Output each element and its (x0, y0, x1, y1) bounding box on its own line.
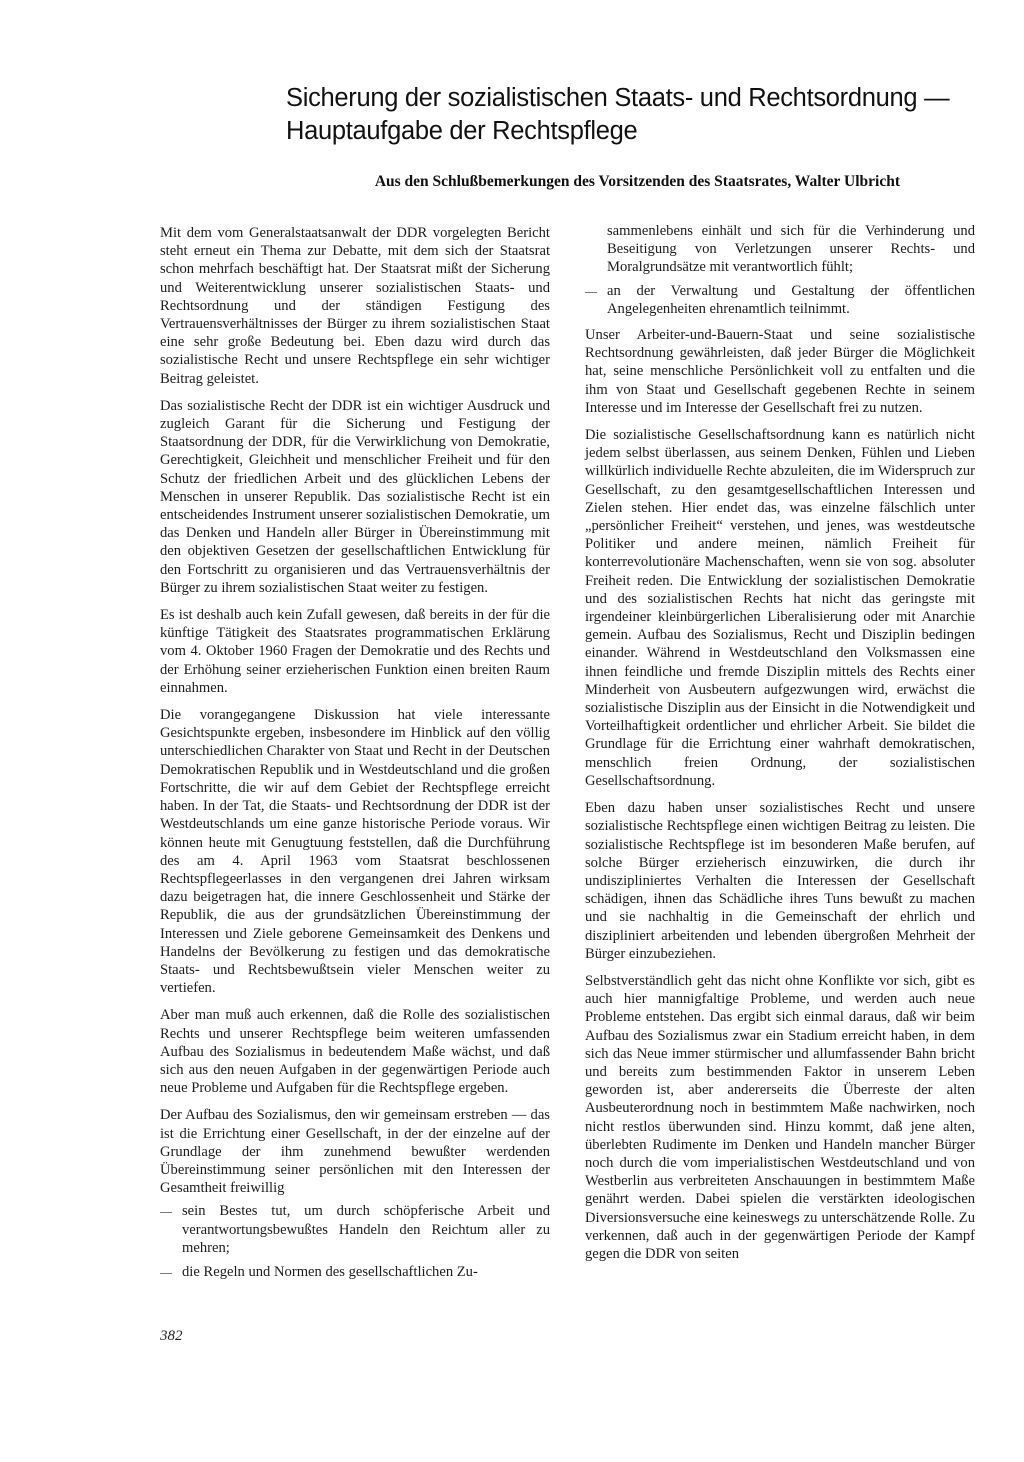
paragraph: Das sozialistische Recht der DDR ist ein wichtiger Ausdruck und zugleich Garant für die Sicherung und Festigung der Staatsordnung der DDR, für die Verwirklichung von Demokratie, Gerechtigkeit, Gleichheit und menschlicher Freiheit und für den Schutz der friedlichen Arbeit und des glücklichen Lebens der Menschen in unserer Republik. Das sozialistische Recht ist ein entscheidendes Instrument unserer sozialistischen Demokratie, um das Denken und Handeln aller Bürger in Übereinstimmung mit den objektiven Gesetzen der gesellschaftlichen Entwicklung für den Fortschritt zu organisieren und das Vertrauensverhältnis der Bürger zu ihrem sozialistischen Staat weiter zu festigen. (160, 397, 550, 596)
dash-list (585, 282, 975, 318)
paragraph: Der Aufbau des Sozialismus, den wir gemeinsam erstreben — das ist die Errichtung einer Gesellschaft, in der der einzelne auf der Grundlage der ihm zunehmend bewußter werdenden Übereinstimmung seiner persönlichen mit den Interessen der Gesamtheit freiwillig (160, 1107, 550, 1197)
article-title (286, 82, 950, 148)
page-number: 382 (160, 1328, 183, 1344)
article-title-line-2: Hauptaufgabe der Rechtspflege (286, 117, 638, 145)
article-subtitle: Aus den Schlußbemerkungen des Vorsitzenden des Staatsrates, Walter Ulbricht (374, 173, 900, 190)
paragraph: Die sozialistische Gesellschaftsordnung kann es natürlich nicht jedem selbst überlassen, aus seinem Denken, Fühlen und Lieben willkürlich individuelle Rechte abzuleiten, die im Widerspruch zur Gesellschaft, zu den gesamtgesellschaftlichen Interessen und Zielen stehen. Hier endet das, was einzelne fälschlich unter „persönlicher Freiheit“ verstehen, und jenes, was westdeutsche Politiker und andere meinen, nämlich Freiheit für konterrevolutionäre Machenschaften, wenn sie von sog. absoluter Freiheit reden. Die Entwicklung der sozialistischen Demokratie und des sozialistischen Rechts hat nicht das geringste mit irgendeiner kleinbürgerlichen Liberalisierung oder mit Anarchie gemein. Aufbau des Sozialismus, Recht und Disziplin bedingen einander. Während in Westdeutschland den Volksmassen eine ihnen feindliche und fremde Disziplin mittels des Rechts einer Minderheit von Ausbeutern aufgezwungen wird, erwächst die sozialistische Disziplin aus der Einsicht in die Notwendigkeit und Vorteilhaftigkeit ordentlicher und ehrlicher Arbeit. Sie bildet die Grundlage für die Errichtung einer wahrhaft demokratischen, menschlich freien Ordnung, der sozialistischen Gesellschaftsordnung. (585, 427, 975, 789)
paragraph: Die vorangegangene Diskussion hat viele interessante Gesichtspunkte ergeben, insbesondere im Hinblick auf den völlig unterschiedlichen Charakter von Staat und Recht in der Deutschen Demokratischen Republik und in Westdeutschland und die großen Fortschritte, die wir auf dem Gebiet der Rechtspflege erreicht haben. In der Tat, die Staats- und Rechtsordnung der DDR ist der Westdeutschlands um eine ganze historische Periode voraus. Wir können heute mit Genugtuung feststellen, daß die Durchführung des am 4. April 1963 vom Staatsrat beschlossenen Rechtspflegeerlasses in den vergangenen drei Jahren wirksam dazu beigetragen hat, die innere Geschlossenheit und Stärke der Republik, die aus der grundsätzlichen Übereinstimmung der Interessen und Ziele geborene Gemeinsamkeit des Denkens und Handelns der Bevölkerung zu festigen und das demokratische Staats- und Rechtsbewußtsein vieler Menschen weiter zu vertiefen. (160, 707, 550, 997)
right-column (585, 222, 975, 1272)
paragraph: Eben dazu haben unser sozialistisches Recht und unsere sozialistische Rechtspflege einen wichtigen Beitrag zu leisten. Die sozialistische Rechtspflege ist im besonderen Maße berufen, auf solche Bürger erzieherisch einzuwirken, die durch ihr undiszipliniertes Verhalten die Interessen der Gesellschaft schädigen, ihnen das Schädliche ihres Tuns bewußt zu machen und sie nachhaltig in die Gemeinschaft der ehrlich und diszipliniert arbeitenden und lebenden übergroßen Mehrheit der Bürger einzubeziehen. (585, 800, 975, 962)
paragraph: Unser Arbeiter-und-Bauern-Staat und seine sozialistische Rechtsordnung gewährleisten, daß jeder Bürger die Möglichkeit hat, seine menschliche Persönlichkeit voll zu entfalten und die ihm von Staat und Gesellschaft gegebenen Rechte in seinem Interesse und im Interesse der Gesellschaft frei zu nutzen. (585, 327, 975, 416)
paragraph: Selbstverständlich geht das nicht ohne Konflikte vor sich, gibt es auch hier mannigfaltige Probleme, und werden auch neue Probleme entstehen. Das ergibt sich einmal daraus, daß wir beim Aufbau des Sozialismus zwar ein Stadium erreicht haben, in dem sich das Neue immer stürmischer und allumfassender Bahn bricht und bereits zum bestimmenden Faktor in unserem Leben geworden ist, aber andererseits die Überreste der alten Ausbeuterordnung noch in bestimmtem Maße nachwirken, noch nicht restlos überwunden sind. Hinzu kommt, daß jene alten, überlebten Rudimente im Denken und Handeln mancher Bürger noch durch die vom imperialistischen Westdeutschland und von Westberlin aus verbreiteten Anschauungen in bestimmtem Maße genährt werden. Dabei spielen die verstärkten ideologischen Diversionsversuche eine keineswegs zu unterschätzende Rolle. Zu verkennen, daß auch in der gegenwärtigen Periode der Kampf gegen die DDR von seiten (585, 972, 975, 1262)
paragraph: Mit dem vom Generalstaatsanwalt der DDR vorgelegten Bericht steht erneut ein Thema zur Debatte, mit dem sich der Staatsrat schon mehrfach beschäftigt hat. Der Staatsrat mißt der Sicherung und Weiterentwicklung unserer sozialistischen Staats- und Rechtsordnung und der ständigen Festigung des Vertrauensverhältnisses der Bürger zu ihrem sozialistischen Staat eine sehr große Bedeutung bei. Eben dazu wird durch das sozialistische Recht und unsere Rechtspflege ein sehr wichtiger Beitrag geleistet. (160, 225, 550, 387)
list-item: — sein Bestes tut, um durch schöpferische Arbeit und verantwortungsbewußtes Handeln den Reichtum aller zu mehren; (160, 1202, 550, 1257)
list-item-continuation: sammenlebens einhält und sich für die Verhinderung und Beseitigung von Verletzungen unserer Rechts- und Moralgrundsätze mit verantwortlich fühlt; (607, 223, 975, 276)
paragraph: Aber man muß auch erkennen, daß die Rolle des sozialistischen Rechts und unserer Rechtspflege beim weiteren umfassenden Aufbau des Sozialismus in bedeutendem Maße wächst, und daß sich aus den neuen Aufgaben in der gegenwärtigen Periode auch neue Probleme und Aufgaben für die Rechtspflege ergeben. (160, 1007, 550, 1097)
list-item: — an der Verwaltung und Gestaltung der öffentlichen Angelegenheiten ehrenamtlich teilnimmt. (585, 282, 975, 318)
dash-list (160, 1202, 550, 1281)
paragraph: Es ist deshalb auch kein Zufall gewesen, daß bereits in der für die künftige Tätigkeit des Staatsrates programmatischen Erklärung vom 4. Oktober 1960 Fragen der Demokratie und des Rechts und der Erhöhung seiner erzieherischen Funktion einen breiten Raum einnahmen. (160, 607, 550, 696)
list-item: — die Regeln und Normen des gesellschaftlichen Zu- (160, 1263, 550, 1281)
left-column (160, 224, 550, 1289)
article-title-line-1: Sicherung der sozialistischen Staats- und Rechtsordnung — (286, 84, 950, 112)
